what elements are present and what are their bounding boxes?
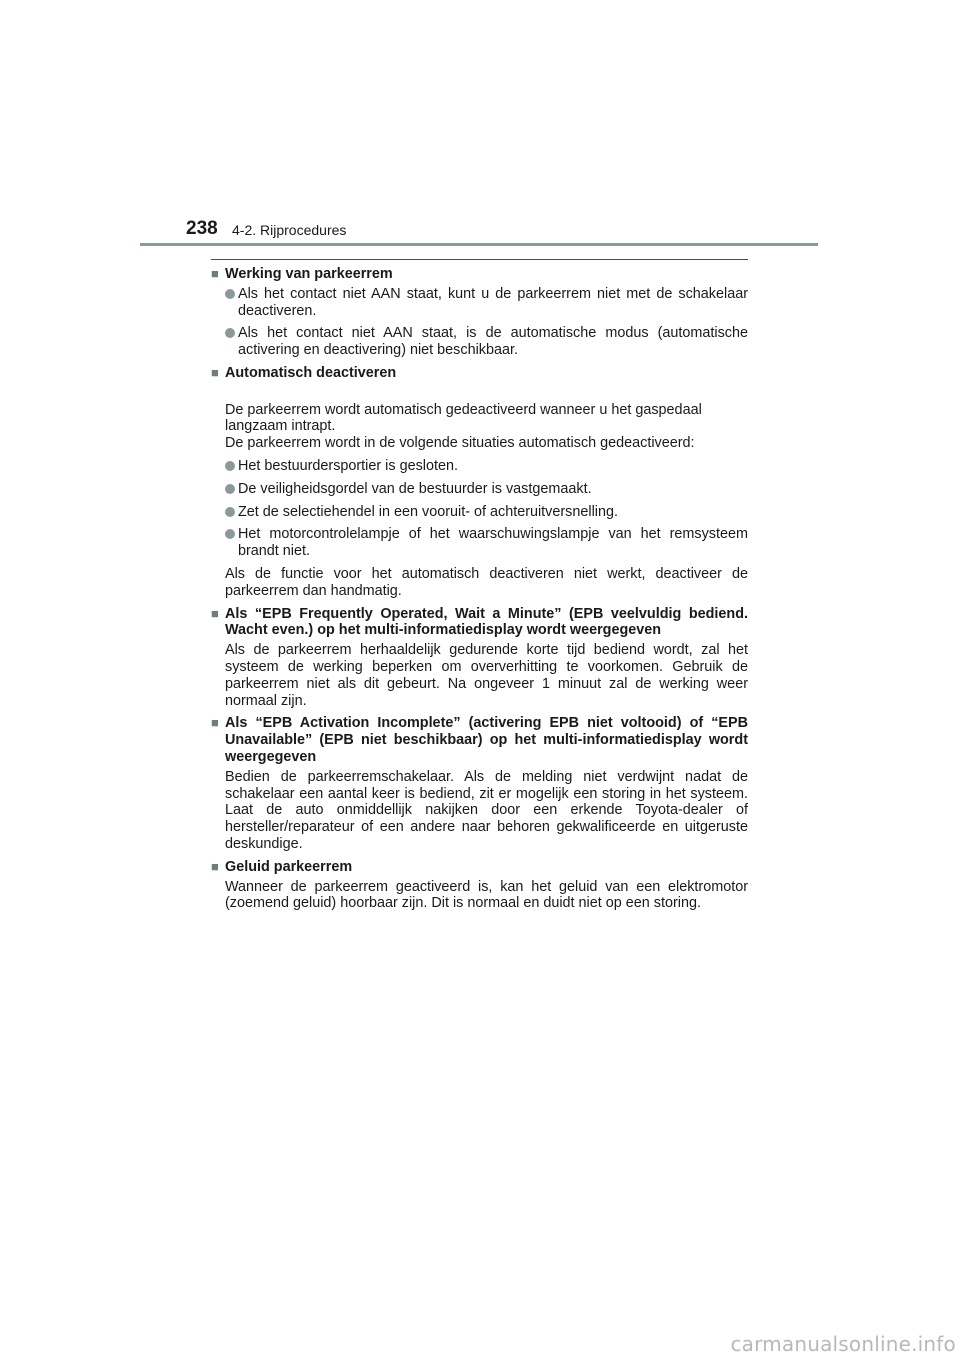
circle-bullet-icon bbox=[225, 526, 238, 543]
page-number: 238 bbox=[186, 218, 218, 239]
circle-bullet-icon bbox=[225, 481, 238, 498]
square-bullet-icon: ■ bbox=[211, 605, 219, 621]
paragraph: Als de parkeerrem herhaaldelijk gedurende korte tijd bediend wordt, zal het systeem de werking beperken om oververhitting te voorkomen. Gebruik de parkeerrem niet als dit gebeurt. Na ongeveer 1 minuut zal de werking weer normaal zijn. bbox=[225, 642, 748, 709]
circle-bullet-icon bbox=[225, 286, 238, 303]
header-rule bbox=[140, 243, 818, 246]
square-bullet-icon: ■ bbox=[211, 715, 219, 731]
list-item: Het motorcontrolelampje of het waarschuwingslampje van het remsysteem brandt niet. bbox=[225, 526, 748, 560]
section-title: Werking van parkeerrem bbox=[225, 266, 393, 282]
section-title: Geluid parkeerrem bbox=[225, 858, 353, 875]
paragraph: Bedien de parkeerremschakelaar. Als de melding niet verdwijnt nadat de schakelaar een aantal keer is bediend, zit er mogelijk een storing in het systeem. Laat de auto onmiddellijk nakijken door een erkende Toyota-dealer of hersteller/reparateur of een andere naar behoren gekwalificeerde en uitgeruste deskundige. bbox=[225, 768, 748, 852]
section-title: Als “EPB Activation Incomplete” (activering EPB niet voltooid) of “EPB Unavailable” (EPB niet beschikbaar) op het multi-informatiedisplay wordt weergegeven bbox=[225, 715, 748, 765]
list-item: Het bestuurdersportier is gesloten. bbox=[225, 458, 748, 475]
chapter-title: 4-2. Rijprocedures bbox=[232, 222, 347, 238]
list-item: Zet de selectiehendel in een vooruit- of achteruitversnelling. bbox=[225, 504, 748, 521]
square-bullet-icon: ■ bbox=[211, 266, 219, 281]
square-bullet-icon: ■ bbox=[211, 364, 219, 380]
section-werking-parkeerrem bbox=[211, 266, 748, 359]
list-item: De veiligheidsgordel van de bestuurder is vastgemaakt. bbox=[225, 481, 748, 498]
list-item: Als het contact niet AAN staat, is de automatische modus (automatische activering en deactivering) niet beschikbaar. bbox=[225, 325, 748, 359]
content-body bbox=[211, 266, 748, 918]
paragraph: Als de functie voor het automatisch deactiveren niet werkt, deactiveer de parkeerrem dan handmatig. bbox=[225, 565, 748, 599]
section-automatisch-deactiveren bbox=[211, 365, 748, 600]
section-geluid-parkeerrem bbox=[211, 859, 748, 912]
circle-bullet-icon bbox=[225, 458, 238, 475]
square-bullet-icon: ■ bbox=[211, 858, 219, 874]
circle-bullet-icon bbox=[225, 325, 238, 342]
watermark: carmanualsonline.info bbox=[730, 1332, 956, 1356]
circle-bullet-icon bbox=[225, 504, 238, 521]
list-item: Als het contact niet AAN staat, kunt u de parkeerrem niet met de schakelaar deactiveren. bbox=[225, 286, 748, 320]
section-epb-activation-incomplete bbox=[211, 715, 748, 852]
section-title: Automatisch deactiveren bbox=[225, 364, 397, 381]
paragraph: De parkeerrem wordt automatisch gedeactiveerd wanneer u het gaspedaal langzaam intrapt. De parkeerrem wordt in de volgende situaties automatisch gedeactiveerd: bbox=[225, 401, 702, 452]
section-title: Als “EPB Frequently Operated, Wait a Minute” (EPB veelvuldig bediend. Wacht even.) op het multi-informatiedisplay wordt weergegeven bbox=[225, 605, 748, 639]
paragraph: Wanneer de parkeerrem geactiveerd is, kan het geluid van een elektromotor (zoemend geluid) hoorbaar zijn. Dit is normaal en duidt niet op een storing. bbox=[225, 878, 748, 912]
section-epb-frequently-operated bbox=[211, 606, 748, 710]
content-rule bbox=[211, 259, 748, 260]
